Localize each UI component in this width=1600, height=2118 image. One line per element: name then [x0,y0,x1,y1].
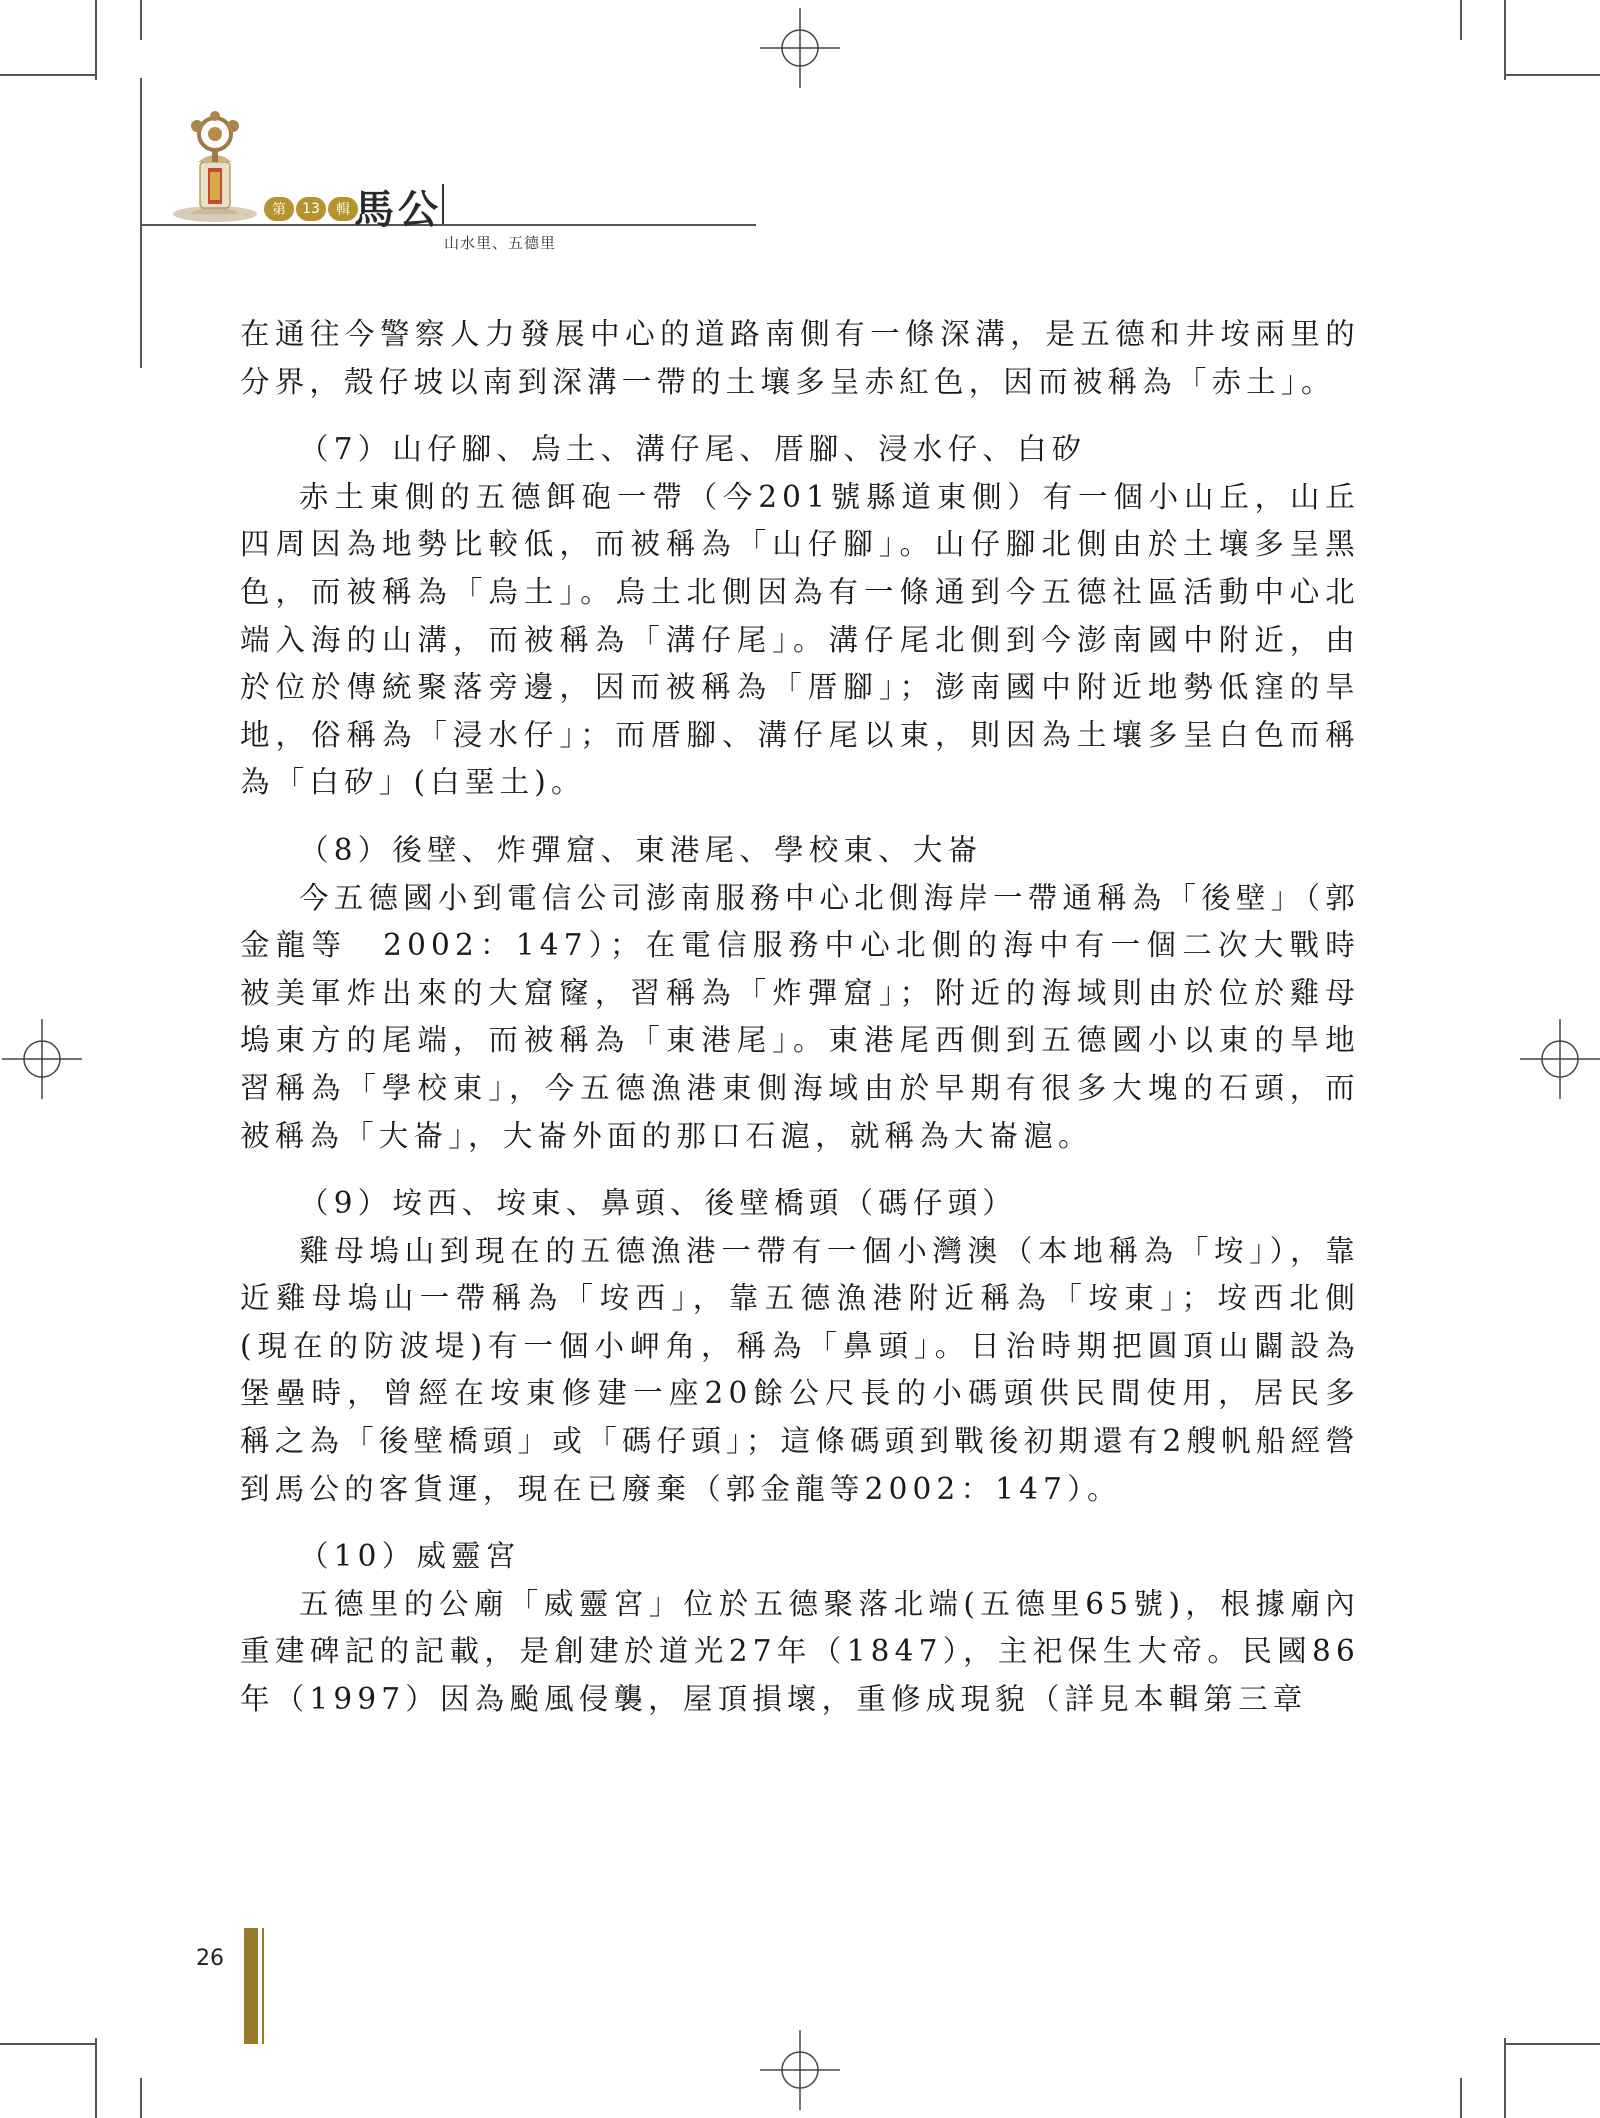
page-header [0,0,1600,340]
body-text [240,311,1360,1724]
crop-mark-bottom-right-v2 [1460,2078,1462,2118]
section-heading-9: （9）垵西、垵東、鼻頭、後壁橋頭（碼仔頭） [299,1186,1017,1221]
section-paragraph-10: 五德里的公廟「威靈宮」位於五德聚落北端(五德里65號)，根據廟內重建碑記的記載，是創建於道光27年（1847），主祀保生大帝。民國86年（1997）因為颱風侵襲，屋頂損壞，重修成現貌（詳見本輯第三章 [240,1586,1360,1717]
section-paragraph-8: 今五德國小到電信公司澎南服務中心北側海岸一帶通稱為「後壁」（郭金龍等 2002：147）；在電信服務中心北側的海中有一個二次大戰時被美軍炸出來的大窟窿，習稱為「炸彈窟」；附近的海域則由於位於雞母塢東方的尾端，而被稱為「東港尾」。東港尾西側到五德國小以東的旱地習稱為「學校東」，今五德漁港東側海域由於早期有很多大塊的石頭，而被稱為「大崙」，大崙外面的那口石滬，就稱為大崙滬。 [240,880,1360,1153]
crop-mark-bottom-right-h [1504,2043,1600,2045]
crop-mark-bottom-left-h [0,2043,96,2045]
header-vertical-rule [140,78,142,368]
volume-badge [264,196,358,222]
title-separator [442,184,444,224]
registration-mark-bottom [760,2030,840,2110]
volume-number: 13 [296,197,326,221]
volume-prefix: 第 [264,197,294,221]
section-paragraph-7: 赤土東側的五德餌砲一帶（今201號縣道東側）有一個小山丘，山丘四周因為地勢比較低，而被稱為「山仔腳」。山仔腳北側由於土壤多呈黑色，而被稱為「烏土」。烏土北側因為有一條通到今五德社區活動中心北端入海的山溝，而被稱為「溝仔尾」。溝仔尾北側到今澎南國中附近，由於位於傳統聚落旁邊，因而被稱為「厝腳」；澎南國中附近地勢低窪的旱地，俗稱為「浸水仔」；而厝腳、溝仔尾以東，則因為土壤多呈白色而稱為「白矽」(白堊土)。 [240,479,1360,800]
page-number: 26 [196,1946,224,1971]
statue-icon [170,110,260,222]
crop-mark-bottom-left-v [95,2038,97,2118]
volume-suffix: 輯 [328,197,358,221]
crop-mark-bottom-left-v2 [140,2078,142,2118]
series-title: 馬公 [354,186,442,233]
continuation-paragraph: 在通往今警察人力發展中心的道路南側有一條深溝，是五德和井垵兩里的分界，殼仔坡以南到深溝一帶的土壤多呈赤紅色，因而被稱為「赤土」。 [240,317,1360,399]
chapter-subtitle: 山水里、五德里 [444,234,557,252]
registration-mark-right [1520,1019,1600,1099]
footer-gold-line [262,1928,264,2044]
header-horizontal-rule [140,224,756,226]
section-heading-7: （7）山仔腳、烏土、溝仔尾、厝腳、浸水仔、白矽 [299,432,1087,467]
crop-mark-bottom-right-v [1504,2038,1506,2118]
section-heading-10: （10）威靈宮 [299,1539,521,1574]
footer-gold-bar [244,1928,258,2044]
registration-mark-left [2,1019,82,1099]
section-heading-8: （8）後壁、炸彈窟、東港尾、學校東、大崙 [299,832,983,867]
section-paragraph-9: 雞母塢山到現在的五德漁港一帶有一個小灣澳（本地稱為「垵」），靠近雞母塢山一帶稱為「垵西」，靠五德漁港附近稱為「垵東」；垵西北側(現在的防波堤)有一個小岬角，稱為「鼻頭」。日治時期把圓頂山闢設為堡壘時，曾經在垵東修建一座20餘公尺長的小碼頭供民間使用，居民多稱之為「後壁橋頭」或「碼仔頭」；這條碼頭到戰後初期還有2艘帆船經營到馬公的客貨運，現在已廢棄（郭金龍等2002：147）。 [240,1233,1360,1506]
